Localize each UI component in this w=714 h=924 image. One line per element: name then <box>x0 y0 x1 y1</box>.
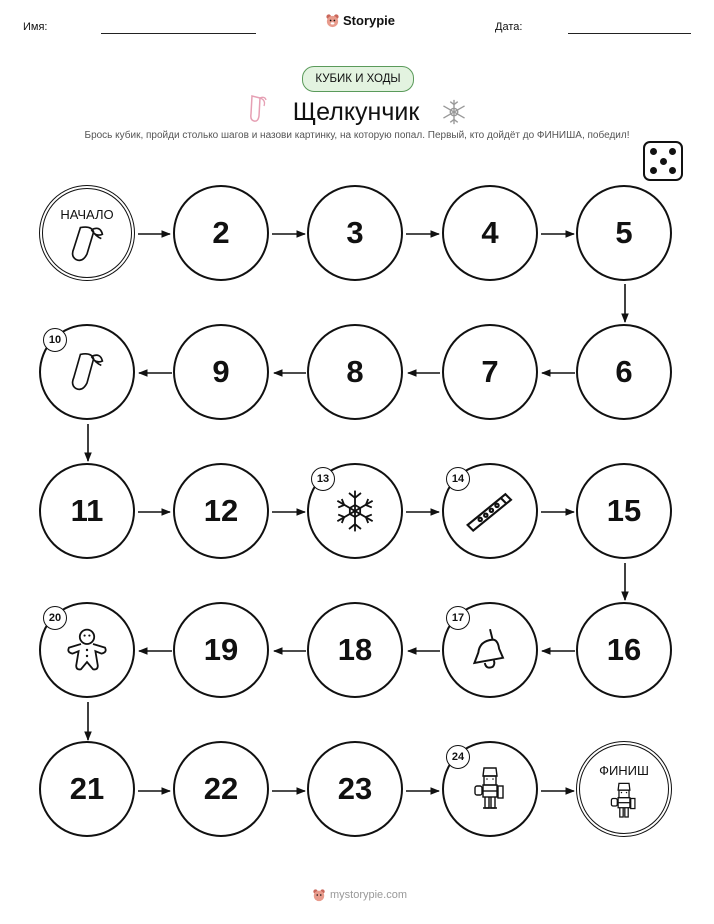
nutcracker-icon <box>607 780 641 822</box>
cell-number: 18 <box>337 632 373 667</box>
picture-cell <box>442 463 538 559</box>
board-cell <box>39 741 135 837</box>
board-cell <box>173 463 269 559</box>
instructions: Брось кубик, пройди столько шагов и назови картинку, на которую попал. Первый, кто дойдёт до ФИНИША, победил! <box>84 130 630 141</box>
board-cell <box>307 324 403 420</box>
board-cell <box>307 185 403 281</box>
cell-number: 8 <box>346 354 364 389</box>
start-label: НАЧАЛО <box>60 207 114 222</box>
start-cell <box>39 185 135 281</box>
cell-number-badge: 20 <box>43 606 67 630</box>
cell-number-badge: 13 <box>311 467 335 491</box>
footer <box>312 888 407 902</box>
flute-icon <box>462 483 518 539</box>
footer-url[interactable]: mystorypie.com <box>330 889 408 901</box>
board-cell <box>307 741 403 837</box>
nutcracker-icon <box>470 764 510 814</box>
cell-number: 4 <box>481 215 499 250</box>
finish-label: ФИНИШ <box>599 763 649 778</box>
cell-number: 11 <box>70 493 104 528</box>
title-text: Щелкунчик <box>292 98 420 126</box>
cell-number: 16 <box>606 632 642 667</box>
board-cell <box>173 324 269 420</box>
name-label: Имя: <box>23 21 48 33</box>
board-cell <box>576 324 672 420</box>
board-cell <box>307 602 403 698</box>
picture-cell <box>442 741 538 837</box>
board-cell <box>173 602 269 698</box>
board-cell <box>442 324 538 420</box>
bear-icon <box>312 888 326 902</box>
board-cell <box>576 185 672 281</box>
cell-number-badge: 24 <box>446 745 470 769</box>
game-type-badge: КУБИК И ХОДЫ <box>302 66 414 92</box>
board-cell <box>576 463 672 559</box>
ballet-shoe-icon <box>65 221 109 265</box>
picture-cell <box>442 602 538 698</box>
cell-number: 12 <box>203 493 239 528</box>
ballet-shoe-icon <box>65 347 109 397</box>
picture-cell <box>307 463 403 559</box>
board-cell <box>576 602 672 698</box>
picture-cell <box>39 324 135 420</box>
cell-number-badge: 10 <box>43 328 67 352</box>
cell-number: 15 <box>606 493 642 528</box>
cell-number-badge: 14 <box>446 467 470 491</box>
cell-number-badge: 17 <box>446 606 470 630</box>
bell-icon <box>464 624 516 676</box>
picture-cell <box>39 602 135 698</box>
cell-number: 2 <box>212 215 230 250</box>
board-cell <box>173 185 269 281</box>
cell-number: 23 <box>337 771 373 806</box>
snowflake-icon <box>331 487 379 535</box>
cell-number: 7 <box>481 354 499 389</box>
board-cell <box>442 185 538 281</box>
cell-number: 9 <box>212 354 230 389</box>
brand-name: Storypie <box>343 13 396 28</box>
cell-number: 21 <box>69 771 105 806</box>
board-cell <box>173 741 269 837</box>
board-cell <box>39 463 135 559</box>
cell-number: 19 <box>203 632 239 667</box>
cell-number: 3 <box>346 215 364 250</box>
cell-number: 5 <box>615 215 633 250</box>
cell-number: 6 <box>615 354 633 389</box>
finish-cell <box>576 741 672 837</box>
cell-number: 22 <box>203 771 239 806</box>
date-label: Дата: <box>495 21 523 33</box>
gingerbread-man-icon <box>63 626 111 674</box>
